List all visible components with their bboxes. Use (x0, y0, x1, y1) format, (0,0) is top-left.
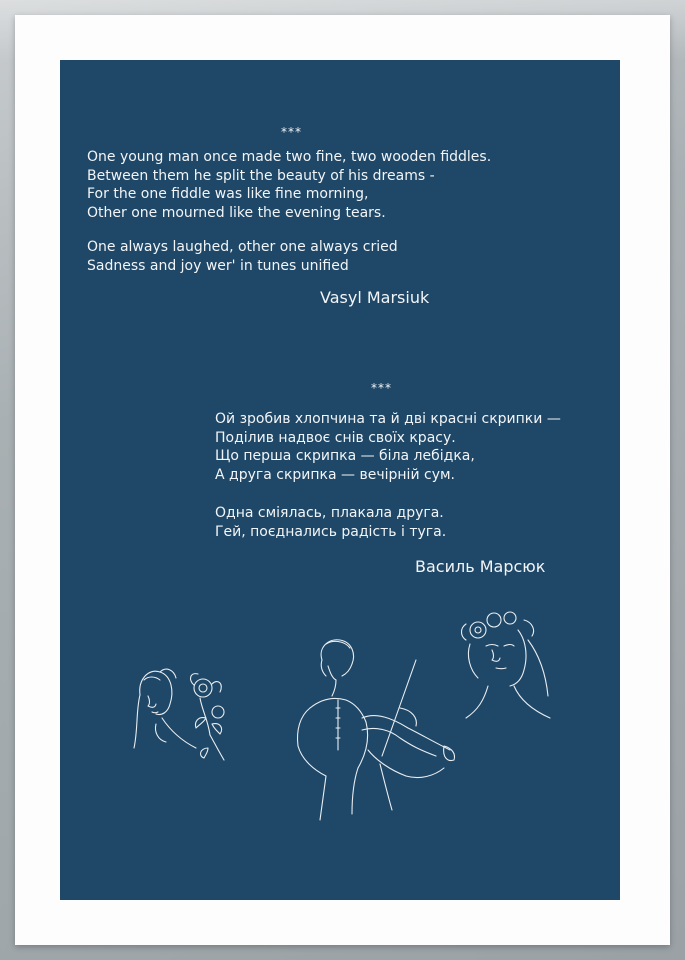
poem-line: Between them he split the beauty of his dreams - (87, 167, 435, 184)
poem-line: А друга скрипка — вечірній сум. (215, 466, 455, 483)
illustration (100, 600, 570, 830)
poem-line: Ой зробив хлопчина та й дві красні скрипки — (215, 411, 561, 427)
poem-line: One always laughed, other one always cried (87, 239, 398, 255)
english-author: Vasyl Marsiuk (320, 288, 430, 307)
english-stars-divider: *** (281, 125, 302, 139)
ukrainian-stars-divider: *** (371, 381, 392, 395)
violinist-icon (298, 640, 455, 820)
ukrainian-author: Василь Марсюк (415, 557, 546, 576)
poem-line: Other one mourned like the evening tears. (87, 204, 386, 221)
ukrainian-stanza-1 (215, 410, 561, 484)
woman-with-flowers-icon (134, 669, 224, 760)
poem-line: Sadness and joy wer' in tunes unified (87, 257, 349, 274)
poem-line: One young man once made two fine, two wooden fiddles. (87, 149, 492, 165)
poem-line: Гей, поєднались радість і туга. (215, 523, 447, 540)
ukrainian-stanza-2 (215, 504, 446, 541)
english-stanza-2 (87, 238, 398, 275)
poem-line: Одна сміялась, плакала друга. (215, 505, 444, 521)
english-stanza-1 (87, 148, 491, 222)
poem-line: For the one fiddle was like fine morning, (87, 186, 369, 202)
poem-line: Що перша скрипка — біла лебідка, (215, 448, 475, 464)
woman-with-flower-wreath-icon (462, 612, 551, 718)
poem-line: Поділив надвоє снів своїх красу. (215, 429, 456, 446)
